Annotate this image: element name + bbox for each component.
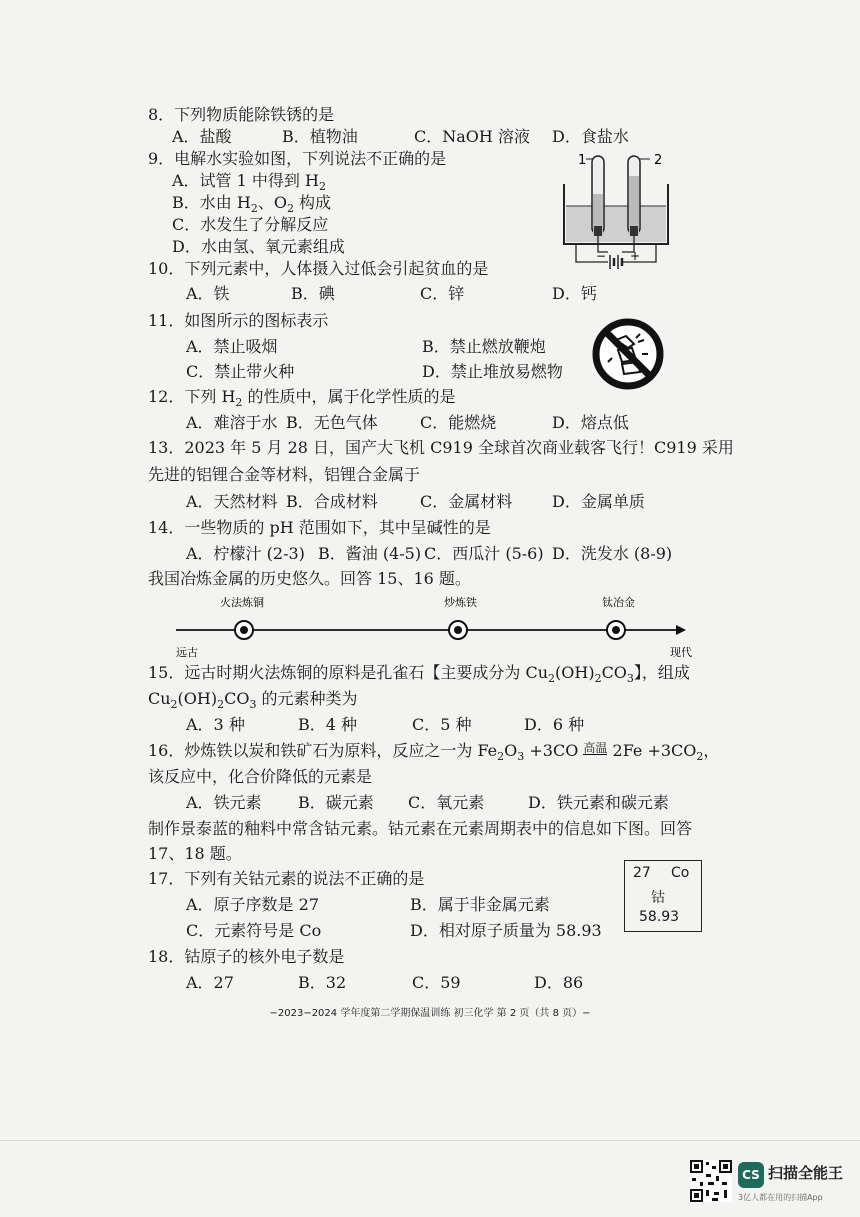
- question-11-stem: 11．如图所示的图标表示: [148, 311, 329, 330]
- camscanner-logo: CS: [738, 1162, 764, 1188]
- option-d: D．食盐水: [552, 127, 629, 146]
- option-a: A．原子序数是 27: [186, 895, 320, 914]
- option-a: A．天然材料: [186, 492, 278, 511]
- question-17-stem: 17．下列有关钴元素的说法不正确的是: [148, 869, 425, 888]
- negative-terminal: −: [596, 249, 607, 263]
- atomic-mass: 58.93: [639, 909, 680, 925]
- option-d: D．铁元素和碳元素: [528, 793, 669, 812]
- option-c: C．能燃烧: [420, 413, 497, 432]
- option-a: A．禁止吸烟: [186, 337, 278, 356]
- question-9-option-b: B．水由 $H_2$、$O_2$ 构成: [172, 193, 332, 216]
- option-c: C．锌: [420, 284, 465, 303]
- intro-17-18-line1: 制作景泰蓝的釉料中常含钴元素。钴元素在元素周期表中的信息如下图。回答: [148, 819, 693, 838]
- option-b: B．4 种: [298, 715, 358, 734]
- option-b: B．属于非金属元素: [410, 895, 550, 914]
- option-d: D．86: [534, 973, 584, 992]
- camscanner-tagline: 3亿人都在用的扫描App: [738, 1193, 823, 1202]
- intro-17-18-line2: 17、18 题。: [148, 844, 242, 863]
- question-8-stem: 8．下列物质能除铁锈的是: [148, 105, 335, 124]
- option-a: A．柠檬汁 (2-3): [186, 544, 305, 563]
- qr-code-icon: [690, 1160, 732, 1202]
- page-footer: −2023−2024 学年度第二学期保温训练 初三化学 第 2 页（共 8 页）−: [269, 1008, 591, 1019]
- option-d: D．金属单质: [552, 492, 645, 511]
- question-18-stem: 18．钴原子的核外电子数是: [148, 947, 345, 966]
- option-a: A．3 种: [186, 715, 245, 734]
- tube-2-label: 2: [654, 153, 663, 168]
- question-15-line2: $Cu_2(OH)_2CO_3$ 的元素种类为: [148, 689, 358, 712]
- option-c: C．59: [412, 973, 461, 992]
- option-c: C．金属材料: [420, 492, 513, 511]
- question-16-line2: 该反应中，化合价降低的元素是: [148, 767, 373, 786]
- metallurgy-timeline: [176, 592, 696, 662]
- timeline-label-2: 炒炼铁: [444, 596, 477, 609]
- option-a: A．铁: [186, 284, 230, 303]
- timeline-left-label: 远古: [176, 646, 198, 659]
- option-d: D．相对原子质量为 58.93: [410, 921, 602, 940]
- option-b: B．32: [298, 973, 347, 992]
- question-10-stem: 10．下列元素中，人体摄入过低会引起贫血的是: [148, 259, 489, 278]
- question-9-stem: 9．电解水实验如图，下列说法不正确的是: [148, 149, 447, 168]
- option-d: D．禁止堆放易燃物: [422, 362, 563, 381]
- option-c: C．NaOH 溶液: [414, 127, 530, 146]
- timeline-label-3: 钛冶金: [602, 596, 635, 609]
- option-a: A．铁元素: [186, 793, 262, 812]
- question-9-option-d: D．水由氢、氧元素组成: [172, 237, 345, 256]
- electrolysis-diagram: [556, 148, 676, 272]
- periodic-table-cell: [624, 860, 702, 932]
- question-9-option-c: C．水发生了分解反应: [172, 215, 329, 234]
- camscanner-brand: 扫描全能王: [768, 1164, 844, 1182]
- reaction-condition: 高温: [583, 741, 608, 755]
- option-a: A．难溶于水: [186, 413, 278, 432]
- timeline-right-label: 现代: [670, 646, 692, 659]
- timeline-label-1: 火法炼铜: [220, 596, 264, 609]
- intro-15-16: 我国冶炼金属的历史悠久。回答 15、16 题。: [148, 569, 471, 588]
- option-c: C．西瓜汁 (5-6): [424, 544, 544, 563]
- question-14-stem: 14．一些物质的 pH 范围如下，其中呈碱性的是: [148, 518, 491, 537]
- option-c: C．元素符号是 Co: [186, 921, 322, 940]
- element-name: 钴: [651, 890, 665, 906]
- question-13-line1: 13．2023 年 5 月 28 日，国产大飞机 C919 全球首次商业载客飞行！C919 采用: [148, 438, 734, 457]
- atomic-number: 27: [633, 865, 651, 881]
- option-d: D．熔点低: [552, 413, 629, 432]
- option-b: B．碘: [291, 284, 335, 303]
- divider: [0, 1140, 860, 1141]
- positive-terminal: +: [630, 249, 641, 263]
- question-12-stem: 12．下列 $H_2$ 的性质中，属于化学性质的是: [148, 387, 456, 410]
- question-9-option-a: A．试管 1 中得到 $H_2$: [172, 171, 326, 194]
- option-a: A．盐酸: [172, 127, 232, 146]
- option-b: B．无色气体: [286, 413, 378, 432]
- question-15-line1: 15．远古时期火法炼铜的原料是孔雀石【主要成分为 $Cu_2(OH)_2CO_3$】，组成: [148, 663, 690, 686]
- option-b: B．酱油 (4-5): [318, 544, 422, 563]
- tube-1-label: 1: [578, 153, 587, 168]
- option-c: C．氧元素: [408, 793, 485, 812]
- option-b: B．碳元素: [298, 793, 374, 812]
- prohibition-sign-icon: [592, 318, 664, 390]
- element-symbol: Co: [671, 865, 690, 881]
- option-c: C．禁止带火种: [186, 362, 295, 381]
- option-b: B．合成材料: [286, 492, 378, 511]
- option-c: C．5 种: [412, 715, 472, 734]
- question-16-line1: 16．炒炼铁以炭和铁矿石为原料，反应之一为 $Fe_2O_3 +3CO$ 高温 $2Fe +3CO_2$，: [148, 741, 720, 764]
- option-d: D．钙: [552, 284, 597, 303]
- option-d: D．洗发水 (8-9): [552, 544, 673, 563]
- question-13-line2: 先进的铝锂合金等材料，铝锂合金属于: [148, 465, 421, 484]
- option-b: B．禁止燃放鞭炮: [422, 337, 546, 356]
- option-d: D．6 种: [524, 715, 585, 734]
- option-a: A．27: [186, 973, 234, 992]
- option-b: B．植物油: [282, 127, 358, 146]
